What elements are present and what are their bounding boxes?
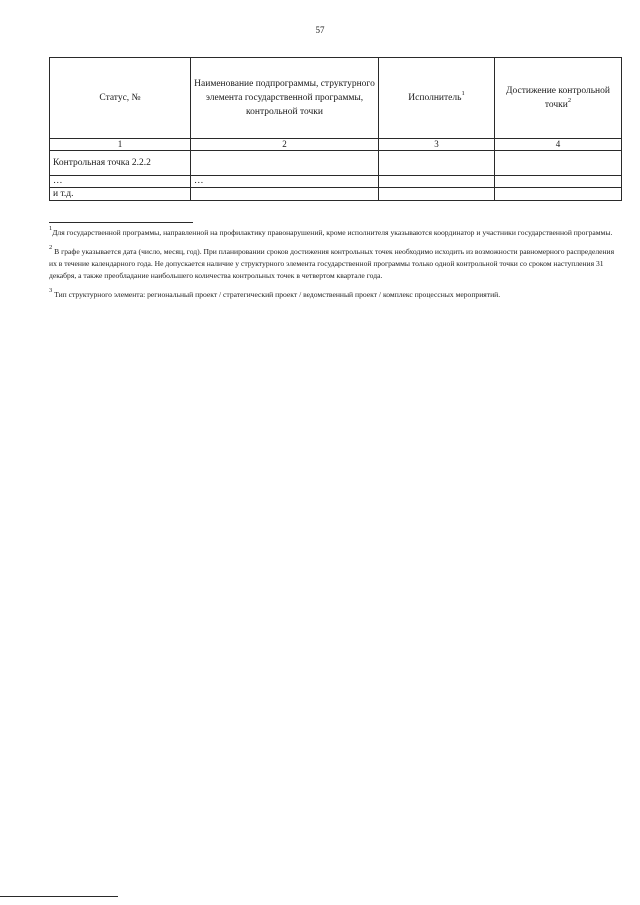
table-cell: и т.д. — [50, 188, 191, 201]
footnote-ref-2: 2 — [567, 96, 572, 104]
table-cell — [495, 151, 622, 176]
column-number: 1 — [50, 139, 191, 151]
table-cell — [191, 188, 379, 201]
table-cell: … — [50, 176, 191, 188]
table-header-row — [50, 58, 622, 139]
table-cell — [495, 188, 622, 201]
header-executor: Исполнитель$^1$ — [379, 58, 495, 139]
table-row — [50, 188, 622, 201]
table-cell: Контрольная точка 2.2.2 — [50, 151, 191, 176]
footnote-mark: 1 — [49, 225, 53, 233]
footnote-3 — [49, 289, 621, 301]
footnote-2 — [49, 246, 621, 282]
footnote-ref-1: 1 — [461, 89, 465, 97]
table-cell: … — [191, 176, 379, 188]
column-number-row — [50, 139, 622, 151]
header-status: Статус, № — [50, 58, 191, 139]
table-cell — [379, 188, 495, 201]
table-cell — [191, 151, 379, 176]
footnotes — [49, 227, 621, 308]
page-bottom-rule — [0, 896, 118, 897]
column-number: 2 — [191, 139, 379, 151]
table-cell — [379, 176, 495, 188]
footnote-text: Для государственной программы, направленной на профилактику правонарушений, кроме исполнителя указываются координатор и участники государственной программы. — [52, 228, 613, 237]
table-cell — [379, 151, 495, 176]
table-cell — [495, 176, 622, 188]
column-number: 4 — [495, 139, 622, 151]
header-name: Наименование подпрограммы, структурного элемента государственной программы, контрольной точки — [191, 58, 379, 139]
control-points-table — [49, 57, 622, 201]
footnote-text: Тип структурного элемента: региональный проект / стратегический проект / ведомственный проект / комплекс процессных мероприятий. — [54, 290, 501, 299]
table-row — [50, 151, 622, 176]
footnote-separator — [49, 222, 193, 223]
footnote-text: В графе указывается дата (число, месяц, год). При планировании сроков достижения контрольных точек необходимо исходить из возможности равномерного распределения их в течение календарного года. Не допускается наличие у структурного элемента государственной программы только одной контрольной точки со сроком наступления 31 декабря, а также преобладание наибольшего количества контрольных точек в четвертом квартале года. — [49, 247, 615, 280]
column-number: 3 — [379, 139, 495, 151]
page-number: 57 — [315, 25, 325, 35]
footnote-mark: 2 — [49, 244, 53, 252]
footnote-mark: 3 — [49, 287, 53, 295]
header-achievement: Достижение контрольной точки$^2$ — [495, 58, 622, 139]
table-row — [50, 176, 622, 188]
footnote-1 — [49, 227, 621, 239]
